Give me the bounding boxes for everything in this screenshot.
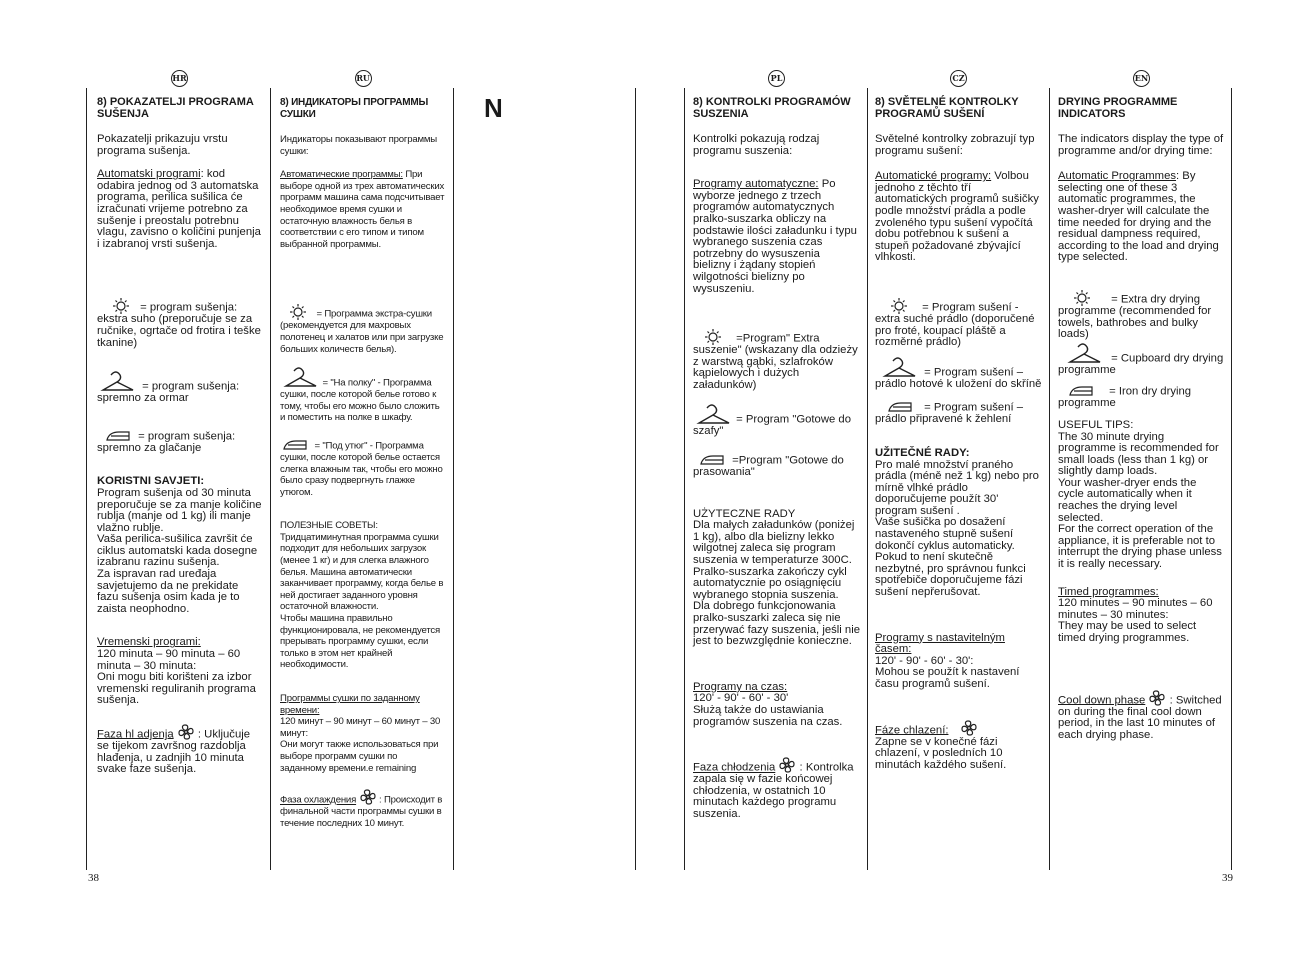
ru-extra-dry <box>280 304 446 355</box>
en-timed-label: Timed programmes: <box>1058 585 1159 598</box>
cz-cool-text: Zapne se v konečné fázi chlazení, v posledních 10 minutách každého sušení. <box>875 735 1007 771</box>
hanger-icon <box>97 369 139 393</box>
pl-language-badge: PL <box>768 70 785 87</box>
hr-extra-dry <box>97 298 262 349</box>
ru-title: 8) ИНДИКАТОРЫ ПРОГРАММЫ СУШКИ <box>280 97 429 120</box>
ru-timed-text: 120 минут – 90 минут – 60 минут – 30 минут: <box>280 716 441 739</box>
hr-tips-text3: Za ispravan rad uređaja savjetujemo da ne prekidate fazu sušenja osim kada je to zaista neophodno. <box>97 568 240 615</box>
pl-tips-text: Dla małych załadunków (poniżej 1 kg), albo dla bielizny lekko wilgotnej zaleca się program suszenia w temperaturze 300C. <box>693 519 855 567</box>
cz-extra-dry <box>875 298 1042 349</box>
hr-timed-text: 120 minuta – 90 minuta – 60 minuta – 30 minuta: <box>97 648 241 672</box>
cz-language-badge: CZ <box>950 70 967 87</box>
en-title: DRYING PROGRAMME INDICATORS <box>1058 96 1178 120</box>
pl-cool-label: Faza chłodzenia <box>693 761 776 774</box>
iron-icon <box>693 451 729 467</box>
ru-auto-paragraph <box>280 169 446 250</box>
ru-cool-label: Фаза охлаждения <box>280 794 357 806</box>
hr-tips-title: KORISTNI SAVJETI: <box>97 475 205 488</box>
ru-tips-text2: Чтобы машина правильно функционировала, не рекомендуется прерывать программу сушки, если только в этом нет крайней необходимости. <box>280 613 441 671</box>
pl-column <box>693 70 860 821</box>
en-auto-text: : By selecting one of these 3 automatic programmes, the washer-dryer will calculate the time needed for drying and the residual dampness required, according to the load and drying type selected. <box>1058 170 1219 264</box>
en-tips-text: The 30 minute drying programme is recommended for small loads (less than 1 kg) or slightly damp loads. <box>1058 430 1219 478</box>
ru-cool <box>280 788 446 829</box>
ru-iron <box>280 436 446 498</box>
sun-icon <box>97 298 137 314</box>
pl-tips-text3: Dla dobrego funkcjonowania pralko-suszarki zaleca się nie przerywać fazy suszenia, jeśli nie jest to bezwzględnie konieczne. <box>693 600 861 648</box>
en-extra-text: = Extra dry drying programme (recommended for towels, bathrobes and bulky loads) <box>1058 293 1212 341</box>
page-number-left: 38 <box>88 872 99 884</box>
iron-icon <box>97 427 135 443</box>
cz-extra-text: = Program sušení - extra suché prádlo (doporučené pro froté, koupací pláště a rozměrné prádlo) <box>875 301 1035 349</box>
pl-extra-text: =Program" Extra suszenie" (wskazany dla odzieży z warstwą gąbki, szlafroków kąpielowych i dużych załadunków) <box>693 332 858 391</box>
pl-cool <box>693 756 860 820</box>
column-divider <box>684 88 685 870</box>
en-extra-dry <box>1058 290 1225 341</box>
en-tips-text2: Your washer-dryer ends the cycle automatically when it reaches the drying level selected. <box>1058 476 1197 524</box>
cz-auto-label: Automatické programy: <box>875 170 992 183</box>
hr-tips-text: Program sušenja od 30 minuta preporučuje se za manje količine rublja (manje od 1 kg) ili manje vlažno rublje. <box>97 486 262 534</box>
en-tips-text3: For the correct operation of the appliance, it is preferable not to interrupt the drying phase unless it is really necessary. <box>1058 523 1222 571</box>
ru-language-badge: RU <box>355 70 372 87</box>
hr-iron-text: = program sušenja: spremno za glačanje <box>97 430 236 454</box>
pl-timed-text: 120' - 90' - 60' - 30' <box>693 692 789 705</box>
page-number-right: 39 <box>1222 872 1233 884</box>
iron-icon <box>280 436 312 452</box>
cz-auto-paragraph <box>875 171 1042 264</box>
en-cool <box>1058 689 1225 742</box>
cz-timed-text2: Mohou se použít k nastavení času programů sušení. <box>875 666 1020 690</box>
cz-tips-title: UŽITEČNÉ RADY: <box>875 446 970 459</box>
en-column <box>1058 70 1225 741</box>
en-timed-text: 120 minutes – 90 minutes – 60 minutes – 30 minutes: <box>1058 597 1213 621</box>
hr-timed-text2: Oni mogu biti korišteni za izbor vremenski reguliranih programa sušenja. <box>97 671 256 707</box>
pl-timed-label: Programy na czas: <box>693 680 788 693</box>
cz-intro: Světelné kontrolky zobrazují typ programu sušení: <box>875 133 1035 157</box>
pl-cupboard <box>693 402 860 438</box>
column-divider <box>635 88 636 870</box>
ru-extra-text: = Программа экстра-сушки (рекомендуется для махровых полотенец и халатов или при загрузке больших количеств белья). <box>280 308 444 355</box>
ru-cool-text: : Происходит в финальной части программы сушки в течение последних 10 минут. <box>280 794 443 829</box>
hr-iron <box>97 427 262 455</box>
fan-icon <box>952 719 980 737</box>
cz-tips-text: Pro malé množství praného prádla (méně než 1 kg) nebo pro mírně vlhké prádlo doporučujeme použít 30' program sušení . <box>875 458 1039 517</box>
ru-timed-label: Программы сушки по заданному времени: <box>280 693 420 716</box>
en-auto-paragraph <box>1058 171 1225 264</box>
pl-cupboard-text: = Program "Gotowe do szafy" <box>693 412 851 437</box>
en-timed-text2: They may be used to select timed drying programmes. <box>1058 620 1197 644</box>
hanger-icon <box>693 402 733 426</box>
hanger-icon <box>280 365 320 389</box>
en-iron-text: = Iron dry drying programme <box>1058 385 1192 410</box>
cz-tips-text3: Pokud to není skutečně nezbytné, pro správnou funkci spotřebiče doporučujeme fázi sušení nepřerušovat. <box>875 551 1026 599</box>
cz-timed-text: 120' - 90' - 60' - 30': <box>875 654 974 667</box>
sun-icon <box>875 298 919 314</box>
pl-intro: Kontrolki pokazują rodzaj programu suszenia: <box>693 133 820 157</box>
cz-iron <box>875 398 1042 426</box>
sun-icon <box>280 304 314 320</box>
cz-cool <box>875 719 1042 772</box>
iron-icon <box>875 398 921 414</box>
fan-icon <box>1148 689 1166 707</box>
ru-intro: Индикаторы показывают программы сушки: <box>280 134 437 157</box>
hr-cupboard-text: = program sušenja: spremno za ormar <box>97 380 240 405</box>
ru-tips-title: ПОЛЕЗНЫЕ СОВЕТЫ: <box>280 520 378 532</box>
hr-auto-paragraph <box>97 169 262 250</box>
pl-iron <box>693 451 860 479</box>
cz-column <box>875 70 1042 771</box>
pl-extra-dry <box>693 329 860 391</box>
hr-language-badge: HR <box>171 70 188 87</box>
section-letter: N <box>484 93 503 123</box>
hanger-icon <box>1058 341 1108 365</box>
hr-tips-text2: Vaša perilica-sušilica završit će ciklus automatski kada dosegne izabranu razinu sušenja. <box>97 533 258 569</box>
ru-column <box>280 70 446 829</box>
fan-icon <box>359 788 377 806</box>
fan-icon <box>778 756 796 774</box>
cz-tips-text2: Vaše sušička po dosažení nastaveného stupně sušení dokončí cyklus automaticky. <box>875 516 1015 552</box>
pl-auto-text: Po wyborze jednego z trzech programów automatycznych pralko-suszarka obliczy na podstawie ilości załadunku i typu wybranego suszenia czas potrzebny do wysuszenia bielizny i żądany stopień wilgotności bielizny po wysuszeniu. <box>693 178 857 295</box>
cz-cupboard <box>875 355 1042 391</box>
column-divider <box>270 88 271 870</box>
pl-timed-text2: Służą także do ustawiania programów suszenia na czas. <box>693 704 843 728</box>
column-divider <box>1049 88 1050 870</box>
sun-icon <box>693 329 733 345</box>
cz-auto-text: Volbou jednoho z těchto tří automatických programů sušičky podle množství prádla a podle zvoleného typu sušení vypočítá dobu potřebnou k sušení a stupeň požadované zbývající vlhkosti. <box>875 170 1039 264</box>
en-language-badge: EN <box>1133 70 1150 87</box>
column-divider <box>1231 88 1232 870</box>
hr-cool-text: : Uključuje se tijekom završnog razdoblja hlađenja, u zadnjih 10 minuta svake faze sušenja. <box>97 728 251 776</box>
ru-tips-text: Тридцатиминутная программа сушки подходит для небольших загрузок (менее 1 кг) и для слегка влажного белья. Машина автоматически заканчивает программу, когда белье в ней достигает заданного уровня остаточной влажности. <box>280 531 444 613</box>
pl-title: 8) KONTROLKI PROGRAMÓW SUSZENIA <box>693 96 851 120</box>
cz-cool-label: Fáze chlazení: <box>875 724 949 736</box>
hr-auto-text: : kod odabira jednog od 3 automatska programa, perilica sušilica će izračunati vrijeme potrebno za sušenje i preostalu potrebnu vlagu, zavisno o količini punjenja i izabranoj vrsti sušenja. <box>97 168 261 250</box>
cz-timed-label: Programy s nastavitelným časem: <box>875 631 1005 656</box>
hr-intro: Pokazatelji prikazuju vrstu programa sušenja. <box>97 133 228 157</box>
ru-auto-label: Автоматические программы: <box>280 169 403 181</box>
pl-tips-title: UŻYTECZNE RADY <box>693 507 796 520</box>
pl-auto-label: Programy automatyczne: <box>693 178 819 191</box>
ru-cupboard <box>280 365 446 424</box>
hr-cool <box>97 723 262 776</box>
hr-timed-label: Vremenski programi: <box>97 636 201 649</box>
hr-column <box>97 70 262 776</box>
column-divider <box>867 88 868 870</box>
hanger-icon <box>875 355 921 379</box>
hr-extra-text: = program sušenja: ekstra suho (preporučuje se za ručnike, ogrtače od frotira i teške tkanine) <box>97 301 261 349</box>
pl-tips-text2: Pralko-suszarka zakończy cykl automatycznie po osiągnięciu wybranego stopnia suszenia. <box>693 565 847 601</box>
ru-auto-text: При выборе одной из трех автоматических программ машина сама подсчитывает необходимое время сушки и остаточную влажность белья в соответствии с его типом и типом выбранной программы. <box>280 169 445 250</box>
pl-cool-text: : Kontrolka zapala się w fazie końcowej chłodzenia, w ostatnich 10 minutach każdego programu suszenia. <box>693 761 854 820</box>
ru-timed-text2: Они могут также использоваться при выборе программ сушки по заданному времени.e remaining <box>280 739 439 774</box>
pl-auto-paragraph <box>693 179 860 295</box>
cz-iron-text: = Program sušení – prádlo připravené k žehlení <box>875 401 1024 426</box>
fan-icon <box>177 723 195 741</box>
en-auto-label: Automatic Programmes <box>1058 170 1177 183</box>
ru-cupboard-text: = "На полку" - Программа сушки, после которой белье готово к тому, чтобы его можно было сложить и поместить на полке в шкафу. <box>280 377 440 424</box>
hr-auto-label: Automatski programi <box>97 168 201 181</box>
iron-icon <box>1058 382 1106 398</box>
hr-title: 8) POKAZATELJI PROGRAMA SUŠENJA <box>97 96 254 120</box>
en-iron <box>1058 382 1225 410</box>
en-tips-title: USEFUL TIPS: <box>1058 418 1134 431</box>
sun-icon <box>1058 290 1108 306</box>
en-cupboard-text: = Cupboard dry drying programme <box>1058 352 1224 376</box>
cz-title: 8) SVĚTELNÉ KONTROLKY PROGRAMŮ SUŠENÍ <box>875 96 1019 120</box>
column-divider <box>86 88 87 870</box>
column-divider <box>453 88 454 870</box>
en-cool-text: : Switched on during the final cool down period, in the last 10 minutes of each drying phase. <box>1058 694 1222 741</box>
en-cupboard <box>1058 341 1225 377</box>
en-intro: The indicators display the type of programme and/or drying time: <box>1058 133 1224 157</box>
pl-iron-text: =Program "Gotowe do prasowania" <box>693 454 844 479</box>
cz-cupboard-text: = Program sušení – prádlo hotové k uložení do skříně <box>875 366 1042 390</box>
ru-iron-text: = "Под утюг" - Программа сушки, после которой белье остается слегка влажным так, чтобы его можно было сразу подвергнуть глажке утюгом. <box>280 440 443 498</box>
hr-cupboard <box>97 369 262 405</box>
en-cool-label: Cool down phase <box>1058 694 1146 706</box>
hr-cool-label: Faza hl adjenja <box>97 728 174 741</box>
